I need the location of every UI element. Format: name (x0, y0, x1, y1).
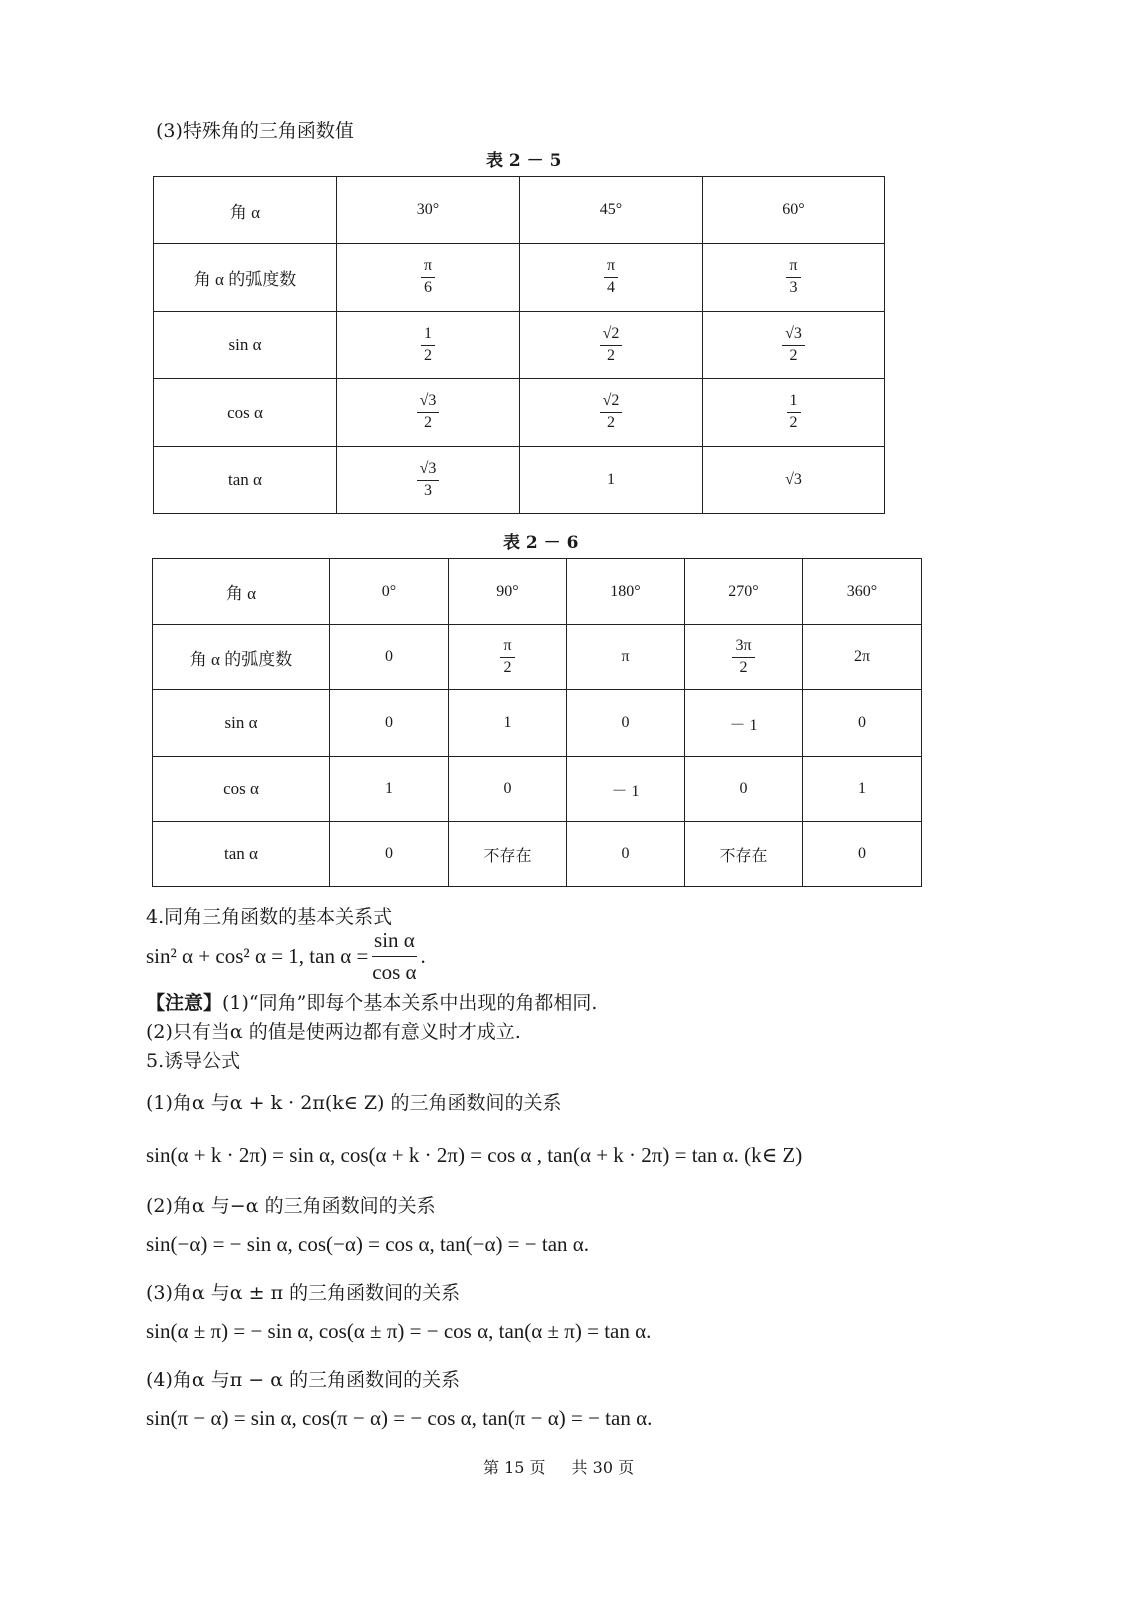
table-cell: 0° (330, 559, 449, 625)
table-cell: 不存在 (685, 822, 803, 887)
table-cell: 不存在 (449, 822, 567, 887)
numerator: 1 (421, 326, 435, 346)
induction-heading-1: (1)角α 与α + k · 2π(k∈ Z) 的三角函数间的关系 (146, 1092, 562, 1114)
section-title-basic-relations: 4.同角三角函数的基本关系式 (146, 906, 393, 928)
fraction-cell (703, 244, 885, 312)
note-bracket: 【注意】 (146, 992, 223, 1014)
fraction (787, 393, 801, 432)
table-row (154, 244, 885, 312)
fraction-cell (520, 244, 703, 312)
fraction (417, 393, 440, 432)
fraction (732, 638, 754, 677)
table-row (154, 447, 885, 514)
identity-end: . (420, 943, 426, 968)
induction-heading-2: (2)角α 与−α 的三角函数间的关系 (146, 1195, 436, 1217)
table-cell: 360° (803, 559, 922, 625)
row-label: cos α (153, 757, 330, 822)
induction-formula-1: sin(α + k · 2π) = sin α, cos(α + k · 2π) = cos α , tan(α + k · 2π) = tan α. (k∈ Z) (146, 1143, 803, 1167)
row-label: sin α (153, 690, 330, 757)
page-total: 共 30 页 (571, 1458, 635, 1477)
row-label: 角 α 的弧度数 (153, 625, 330, 690)
table-cell: 0 (803, 690, 922, 757)
fraction-numerator: sin α (372, 928, 417, 956)
note-line-1 (146, 988, 597, 1015)
fraction-cell (520, 312, 703, 379)
table-row (154, 379, 885, 447)
table-row (153, 559, 922, 625)
special-angle-table-quadrantal (152, 558, 922, 887)
table-cell: 0 (330, 822, 449, 887)
section-title-induction-formulas: 5.诱导公式 (146, 1050, 241, 1072)
fraction-cell (337, 312, 520, 379)
table-row (153, 625, 922, 690)
table-cell: 1 (803, 757, 922, 822)
induction-formula-2: sin(−α) = − sin α, cos(−α) = cos α, tan(−α) = − tan α. (146, 1232, 590, 1256)
denominator: 4 (606, 279, 615, 296)
table-cell: π (567, 625, 685, 690)
fraction-cell (685, 625, 803, 690)
note-line-2: (2)只有当α 的值是使两边都有意义时才成立. (146, 1021, 521, 1043)
basic-identity-formula (146, 928, 426, 984)
fraction-cell (337, 244, 520, 312)
fraction-cell (703, 312, 885, 379)
identity-left: sin² α + cos² α = 1, tan α = (146, 943, 369, 968)
denominator: 2 (503, 658, 512, 676)
fraction-cell (520, 379, 703, 447)
table-cell: 30° (337, 177, 520, 244)
table-cell: 0 (803, 822, 922, 887)
denominator: 2 (424, 346, 432, 364)
denominator: 2 (739, 658, 748, 676)
row-label: cos α (154, 379, 337, 447)
table-cell: 2π (803, 625, 922, 690)
table-row (153, 822, 922, 887)
induction-heading-4: (4)角α 与π − α 的三角函数间的关系 (146, 1369, 461, 1391)
numerator: 3π (732, 638, 754, 658)
table-cell: － 1 (567, 757, 685, 822)
numerator: 1 (787, 393, 801, 413)
fraction-cell (703, 379, 885, 447)
fraction (600, 393, 623, 432)
denominator: 2 (789, 346, 798, 364)
fraction (786, 258, 800, 297)
special-angle-table-30-45-60 (153, 176, 885, 514)
fraction-cell (337, 447, 520, 514)
row-label: tan α (154, 447, 337, 514)
fraction-denominator: cos α (372, 959, 417, 984)
table-cell: 45° (520, 177, 703, 244)
denominator: 3 (789, 279, 798, 296)
table-cell: 60° (703, 177, 885, 244)
numerator: √2 (600, 326, 623, 346)
table-cell: 90° (449, 559, 567, 625)
table-row (154, 177, 885, 244)
induction-formula-4: sin(π − α) = sin α, cos(π − α) = − cos α, tan(π − α) = − tan α. (146, 1406, 653, 1430)
table-cell: 1 (330, 757, 449, 822)
note-text-1: (1)“同角”即每个基本关系中出现的角都相同. (222, 992, 598, 1014)
table-cell: 0 (685, 757, 803, 822)
fraction-cell (337, 379, 520, 447)
table-row (153, 690, 922, 757)
row-label: 角 α (153, 559, 330, 625)
table-row (153, 757, 922, 822)
table-cell: 180° (567, 559, 685, 625)
table-cell: √3 (703, 447, 885, 514)
sin-over-cos-fraction (370, 928, 418, 983)
row-label: tan α (153, 822, 330, 887)
numerator: √3 (417, 461, 440, 481)
denominator: 6 (423, 279, 432, 296)
table-cell: 0 (567, 690, 685, 757)
fraction-cell (449, 625, 567, 690)
fraction (421, 258, 435, 297)
table-cell: 1 (520, 447, 703, 514)
table-cell: 0 (330, 625, 449, 690)
fraction (604, 258, 618, 297)
induction-heading-3: (3)角α 与α ± π 的三角函数间的关系 (146, 1282, 461, 1304)
induction-formula-3: sin(α ± π) = − sin α, cos(α ± π) = − cos α, tan(α ± π) = tan α. (146, 1319, 652, 1343)
denominator: 2 (424, 414, 432, 431)
table-cell: 0 (567, 822, 685, 887)
table-cell: － 1 (685, 690, 803, 757)
section-heading-special-angles: (3)特殊角的三角函数值 (156, 120, 354, 142)
numerator: π (604, 258, 618, 278)
row-label: 角 α 的弧度数 (154, 244, 337, 312)
table-caption: 表 2 － 6 (503, 533, 579, 553)
row-label: 角 α (154, 177, 337, 244)
table-cell: 270° (685, 559, 803, 625)
numerator: √2 (600, 393, 623, 413)
numerator: π (786, 258, 800, 278)
numerator: π (500, 638, 514, 658)
table-cell: 1 (449, 690, 567, 757)
table-cell: 0 (449, 757, 567, 822)
fraction (782, 326, 805, 365)
numerator: √3 (782, 326, 805, 346)
page-footer (483, 1455, 634, 1478)
numerator: √3 (417, 393, 440, 413)
denominator: 2 (607, 414, 615, 431)
table-row (154, 312, 885, 379)
fraction (500, 638, 514, 677)
denominator: 2 (789, 414, 798, 431)
numerator: π (421, 258, 435, 278)
row-label: sin α (154, 312, 337, 379)
page-number: 第 15 页 (483, 1458, 546, 1477)
table-caption: 表 2 － 5 (486, 151, 562, 171)
fraction (417, 461, 440, 500)
table-cell: 0 (330, 690, 449, 757)
denominator: 3 (424, 481, 432, 499)
denominator: 2 (607, 346, 615, 364)
fraction (421, 326, 435, 365)
fraction (600, 326, 623, 365)
